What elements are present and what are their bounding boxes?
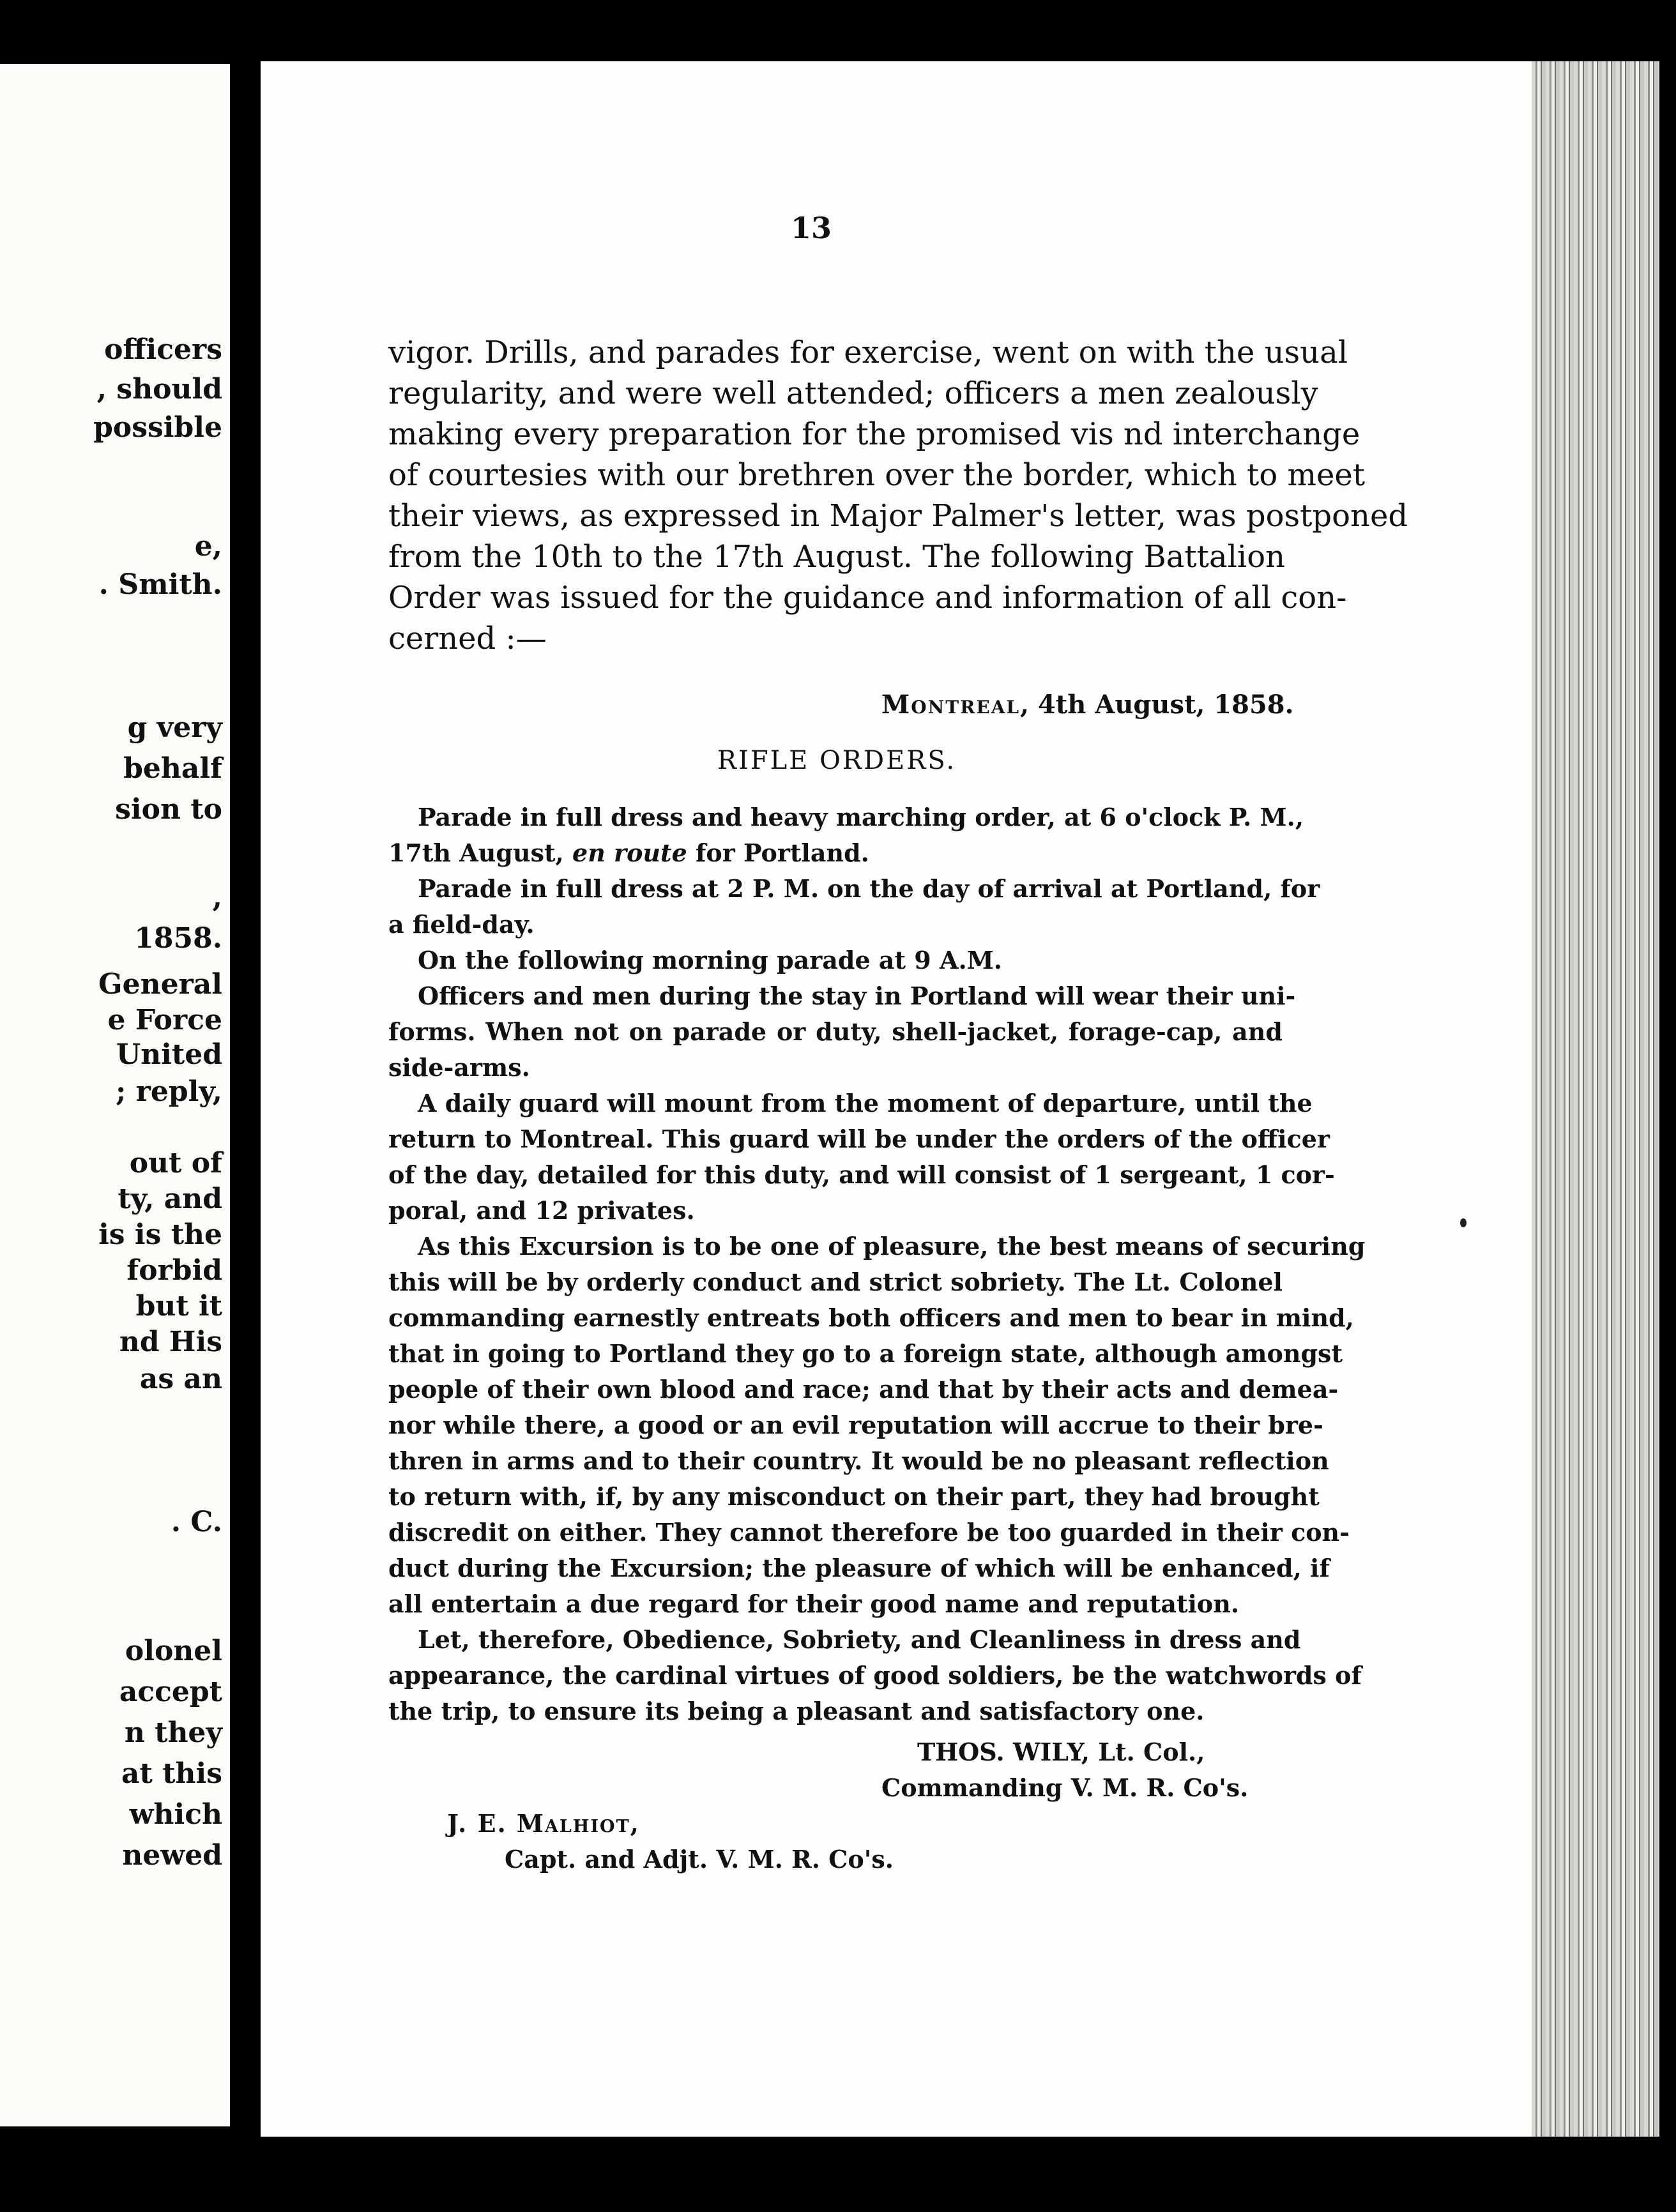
order-line: As this Excursion is to be one of pleasure, the best means of securing [418, 1232, 1366, 1261]
order-line: return to Montreal. This guard will be under the orders of the officer [388, 1125, 1330, 1153]
left-page-line: ty, and [118, 1183, 222, 1215]
dateline [881, 690, 1294, 720]
order-line: side-arms. [388, 1053, 530, 1082]
signature-title: Commanding V. M. R. Co's. [881, 1773, 1249, 1802]
left-page-line: behalf [123, 752, 222, 785]
order-line: to return with, if, by any misconduct on their part, they had brought [388, 1482, 1320, 1511]
left-page-line: sion to [115, 793, 222, 826]
page-gutter [230, 64, 261, 2133]
left-page-line: which [129, 1798, 222, 1831]
left-page-line: nd His [119, 1326, 222, 1358]
left-page-line: . Smith. [98, 568, 222, 601]
intro-line: regularity, and were well attended; officers a men zealously [388, 375, 1318, 411]
left-page-line: olonel [125, 1635, 222, 1667]
order-paragraph [388, 871, 1320, 943]
order-paragraph [388, 1622, 1362, 1729]
intro-line: Order was issued for the guidance and information of all con- [388, 580, 1347, 616]
left-page-line: e, [194, 530, 222, 563]
order-line: duct during the Excursion; the pleasure of which will be enhanced, if [388, 1554, 1330, 1582]
order-paragraph [388, 943, 1283, 978]
left-page-line: officers [104, 333, 222, 366]
left-page-line: e Force [107, 1004, 222, 1036]
order-line: all entertain a due regard for their good name and reputation. [388, 1589, 1240, 1618]
intro-line: from the 10th to the 17th August. The following Battalion [388, 539, 1286, 575]
adjutant-name: J. E. Malhiot [447, 1809, 630, 1838]
order-line: the trip, to ensure its being a pleasant and satisfactory one. [388, 1697, 1205, 1725]
intro-line: vigor. Drills, and parades for exercise, went on with the usual [388, 335, 1348, 370]
order-line: Officers and men during the stay in Portland will wear their uni- [418, 981, 1296, 1010]
order-line: commanding earnestly entreats both officers and men to bear in mind, [388, 1303, 1354, 1332]
signature-commanding-officer [881, 1734, 1265, 1806]
order-line: that in going to Portland they go to a foreign state, although amongst [388, 1339, 1343, 1368]
orders-body [388, 799, 1366, 1729]
left-page-line: , should [96, 373, 222, 405]
intro-line: cerned :— [388, 621, 547, 656]
left-page-line: but it [135, 1290, 222, 1322]
order-line: Parade in full dress at 2 P. M. on the day of arrival at Portland, for [418, 874, 1320, 903]
dateline-date: , 4th August, 1858. [1020, 690, 1294, 720]
order-line: Let, therefore, Obedience, Sobriety, and Cleanliness in dress and [418, 1625, 1301, 1654]
left-page-line: United [116, 1038, 222, 1071]
order-line: appearance, the cardinal virtues of good soldiers, be the watchwords of [388, 1661, 1362, 1690]
order-paragraph [388, 1229, 1366, 1622]
adjutant-title: Capt. and Adjt. V. M. R. Co's. [505, 1845, 894, 1874]
left-page-line: n they [124, 1716, 222, 1749]
order-line: a field-day. [388, 910, 535, 939]
dateline-place: Montreal [881, 690, 1021, 720]
adjutant-name-suffix: , [630, 1809, 639, 1838]
left-page-line: , [212, 881, 222, 914]
order-line: of the day, detailed for this duty, and will consist of 1 sergeant, 1 cor- [388, 1160, 1335, 1189]
order-line: this will be by orderly conduct and strict sobriety. The Lt. Colonel [388, 1268, 1283, 1296]
order-line: poral, and 12 privates. [388, 1196, 695, 1225]
left-page-line: g very [127, 711, 222, 744]
page-number: 13 [790, 211, 832, 245]
order-line: people of their own blood and race; and that by their acts and demea- [388, 1375, 1339, 1404]
signature-name: THOS. WILY, Lt. Col., [917, 1738, 1205, 1766]
left-page-line: newed [122, 1839, 222, 1872]
left-page-line: ; reply, [116, 1075, 222, 1108]
order-line: A daily guard will mount from the moment of departure, until the [418, 1089, 1313, 1117]
left-page-line: is is the [98, 1218, 222, 1251]
left-page-line: possible [93, 411, 222, 444]
page-edge-stack [1532, 61, 1659, 2137]
order-line: nor while there, a good or an evil reputation will accrue to their bre- [388, 1411, 1323, 1439]
order-line: Parade in full dress and heavy marching order, at 6 o'clock P. M., [418, 803, 1304, 831]
order-paragraph [388, 978, 1296, 1086]
left-page-line: 1858. [134, 922, 222, 955]
order-line: forms. When not on parade or duty, shell-jacket, forage-cap, and [388, 1017, 1283, 1046]
left-page-line: as an [139, 1363, 222, 1395]
order-line: discredit on either. They cannot therefore be too guarded in their con- [388, 1518, 1350, 1547]
intro-line: their views, as expressed in Major Palmer's letter, was postponed [388, 498, 1408, 534]
margin-speck [1460, 1218, 1466, 1227]
order-line: On the following morning parade at 9 A.M. [418, 946, 1002, 974]
intro-line: making every preparation for the promised vis nd interchange [388, 416, 1360, 452]
left-page-line: General [98, 968, 222, 1001]
order-line: 17th August, en route for Portland. [388, 838, 869, 867]
left-page-line: accept [119, 1676, 222, 1708]
order-paragraph [388, 799, 1304, 871]
order-line: thren in arms and to their country. It would be no pleasant reflection [388, 1446, 1329, 1475]
order-paragraph [388, 1086, 1335, 1229]
previous-page-fragment [0, 64, 230, 2126]
intro-line: of courtesies with our brethren over the border, which to meet [388, 457, 1366, 493]
left-page-line: out of [129, 1147, 222, 1179]
left-page-line: . C. [171, 1506, 222, 1538]
intro-paragraph [388, 332, 1408, 659]
orders-title: RIFLE ORDERS. [717, 746, 957, 775]
signature-adjutant [447, 1806, 933, 1877]
left-page-line: at this [121, 1757, 222, 1790]
left-page-line: forbid [126, 1254, 222, 1287]
